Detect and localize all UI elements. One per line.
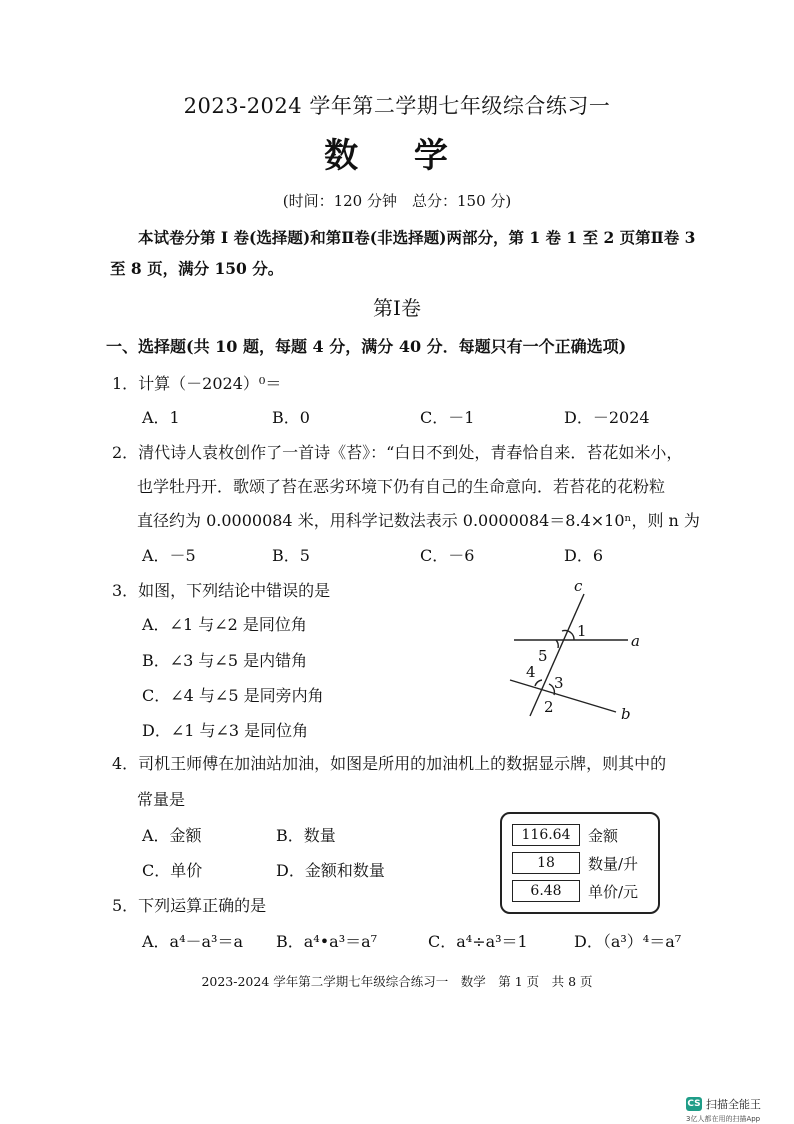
- scanner-app-tagline: 3亿人都在用的扫描App: [686, 1115, 761, 1123]
- pump-row-price: [512, 880, 652, 902]
- q1-stem: 1．计算（－2024）⁰＝: [112, 374, 282, 393]
- q2-option-c: C．－6: [420, 546, 475, 565]
- pump-quantity-value: 18: [512, 852, 580, 874]
- intro-paragraph: 本试卷分第 I 卷(选择题)和第Ⅱ卷(非选择题)两部分，第 1 卷 1 至 2 页第Ⅱ卷 3 至 8 页，满分 150 分。: [110, 228, 696, 278]
- label-a: a: [631, 632, 640, 650]
- pump-row-quantity: [512, 852, 652, 874]
- q4-option-b: B．数量: [276, 826, 336, 845]
- page-footer: 2023-2024 学年第二学期七年级综合练习一 数学 第 1 页 共 8 页: [201, 974, 593, 989]
- q4-line-1: 4．司机王师傅在加油站加油，如图是所用的加油机上的数据显示牌，则其中的: [112, 754, 667, 773]
- q3-option-d: D．∠1 与∠3 是同位角: [142, 721, 309, 740]
- volume-heading: 第I卷: [373, 296, 421, 320]
- pump-price-value: 6.48: [512, 880, 580, 902]
- exam-title: 2023-2024 学年第二学期七年级综合练习一: [183, 94, 611, 118]
- label-3: 3: [554, 674, 564, 692]
- q2-line-3: 直径约为 0.0000084 米，用科学记数法表示 0.0000084＝8.4×10ⁿ，则 n 为: [137, 511, 700, 530]
- q2-option-a: A．－5: [142, 546, 196, 565]
- q5-option-c: C．a⁴÷a³＝1: [428, 932, 528, 951]
- q1-option-c: C．－1: [420, 408, 475, 427]
- scanner-app-name: 扫描全能王: [706, 1098, 761, 1111]
- q3-option-c: C．∠4 与∠5 是同旁内角: [142, 686, 324, 705]
- q2-option-b: B．5: [272, 546, 310, 565]
- q4-option-d: D．金额和数量: [276, 861, 385, 880]
- q1-option-d: D．－2024: [564, 408, 650, 427]
- label-c: c: [574, 577, 583, 595]
- q4-option-c: C．单价: [142, 861, 203, 880]
- pump-amount-value: 116.64: [512, 824, 580, 846]
- q3-option-a: A．∠1 与∠2 是同位角: [142, 615, 307, 634]
- q1-option-b: B．0: [272, 408, 310, 427]
- time-info: (时间：120 分钟 总分：150 分): [282, 192, 512, 210]
- q4-line-2: 常量是: [137, 790, 186, 809]
- q5-option-d: D．（a³）⁴＝a⁷: [574, 932, 682, 951]
- q2-option-d: D．6: [564, 546, 604, 565]
- section-heading: 一、选择题(共 10 题，每题 4 分，满分 40 分．每题只有一个正确选项): [106, 337, 627, 356]
- pump-quantity-label: 数量/升: [588, 855, 639, 873]
- q1-option-a: A．1: [142, 408, 180, 427]
- q3-option-b: B．∠3 与∠5 是内错角: [142, 651, 308, 670]
- q3-stem: 3．如图，下列结论中错误的是: [112, 581, 331, 600]
- label-5: 5: [538, 647, 548, 665]
- angle-4-arc: [535, 680, 542, 686]
- q4-option-a: A．金额: [142, 826, 202, 845]
- label-2: 2: [544, 698, 554, 716]
- q2-line-2: 也学牡丹开．歌颂了苔在恶劣环境下仍有自己的生命意向．若苔花的花粉粒: [137, 477, 666, 496]
- label-b: b: [621, 705, 631, 723]
- q5-stem: 5．下列运算正确的是: [112, 896, 267, 915]
- pump-amount-label: 金额: [588, 827, 619, 845]
- q2-line-1: 2．清代诗人袁枚创作了一首诗《苔》：“白日不到处，青春恰自来．苔花如米小，: [112, 443, 683, 462]
- q5-option-a: A．a⁴－a³＝a: [142, 932, 244, 951]
- pump-price-label: 单价/元: [588, 883, 639, 901]
- q3-figure: [500, 576, 660, 726]
- label-4: 4: [526, 663, 536, 681]
- angle-5-arc: [556, 640, 558, 648]
- subject-title: 数 学: [324, 136, 470, 176]
- scanner-logo-icon: CS: [687, 1099, 701, 1109]
- q5-option-b: B．a⁴•a³＝a⁷: [276, 932, 378, 951]
- pump-row-amount: [512, 824, 652, 846]
- label-1: 1: [577, 622, 587, 640]
- fuel-pump-display: [500, 812, 660, 914]
